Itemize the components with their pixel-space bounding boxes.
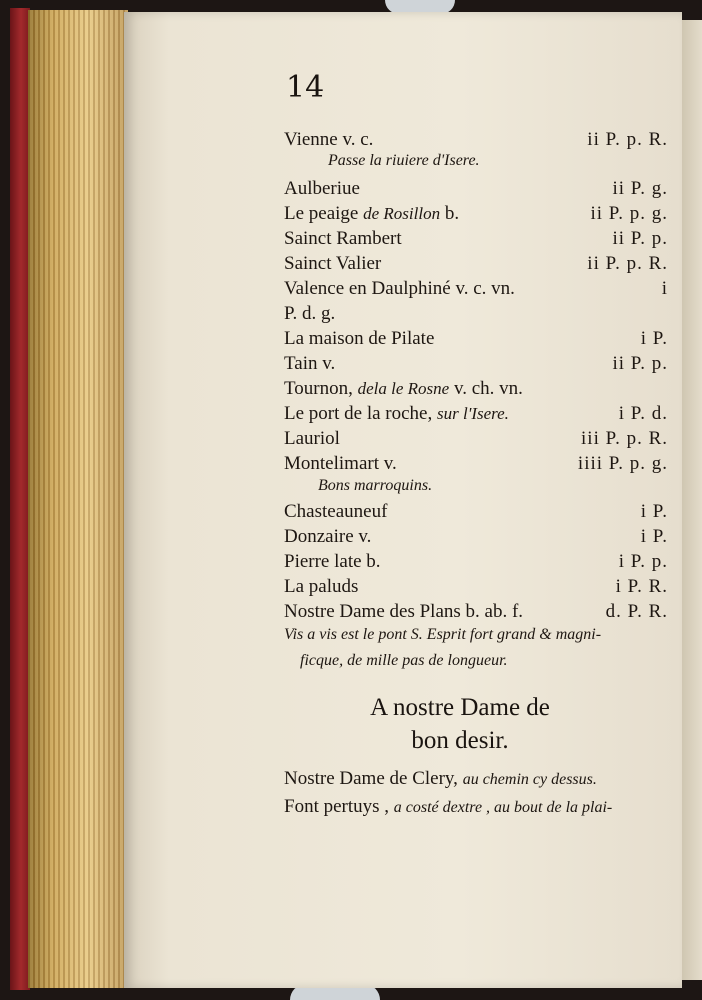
- note-bons: Bons marroquins.: [318, 477, 433, 494]
- list-item: [284, 176, 674, 201]
- place-name: Le peaige de Rosillon b.: [284, 203, 460, 224]
- place-name: La paluds: [284, 576, 359, 597]
- section-heading-line1: A nostre Dame de: [370, 694, 550, 721]
- list-item: [284, 127, 674, 152]
- place-name: Donzaire v.: [284, 526, 372, 547]
- place-name: Aulberiue: [284, 178, 360, 199]
- place-name: Sainct Rambert: [284, 228, 402, 249]
- place-marks: ii P. p.: [612, 353, 668, 374]
- place-name: P. d. g.: [284, 303, 336, 324]
- place-name: La maison de Pilate: [284, 328, 435, 349]
- list-item: [284, 549, 674, 574]
- place-marks: i P.: [640, 526, 668, 547]
- list-item: [284, 201, 674, 226]
- place-marks: ii P. p. R.: [587, 253, 668, 274]
- place-marks: i P. p.: [618, 551, 668, 572]
- list-item: [284, 451, 674, 476]
- section-heading-line2: bon desir.: [411, 727, 509, 754]
- place-name: Sainct Valier: [284, 253, 382, 274]
- place-name: Tain v.: [284, 353, 336, 374]
- place-marks: iiii P. p. g.: [577, 453, 668, 474]
- note-vis-line1: Vis a vis est le pont S. Esprit fort grand & magni-: [284, 626, 602, 643]
- list-item: [284, 401, 674, 426]
- place-name: Lauriol: [284, 428, 340, 449]
- note-passe: Passe la riuiere d'Isere.: [328, 152, 480, 169]
- place-marks: ii P. p.: [612, 228, 668, 249]
- list-item: [284, 251, 674, 276]
- place-marks: i: [661, 278, 668, 299]
- list-item: [284, 226, 674, 251]
- place-name: Valence en Daulphiné v. c. vn.: [284, 278, 515, 299]
- place-marks: ii P. p. g.: [590, 203, 668, 224]
- place-name: Montelimart v.: [284, 453, 397, 474]
- list-item: [284, 426, 674, 451]
- list-item: [284, 301, 674, 326]
- page-number: 14: [286, 70, 325, 105]
- final-line-1: Nostre Dame de Clery, au chemin cy dessus.: [284, 768, 597, 789]
- list-item: [284, 574, 674, 599]
- place-marks: iii P. p. R.: [581, 428, 668, 449]
- place-marks: d. P. R.: [605, 601, 668, 622]
- place-marks: ii P. p. R.: [587, 129, 668, 150]
- list-item: [284, 599, 674, 624]
- list-item: [284, 351, 674, 376]
- list-item: [284, 326, 674, 351]
- place-name: Vienne v. c.: [284, 129, 374, 150]
- place-name: Pierre late b.: [284, 551, 381, 572]
- place-marks: i P. d.: [618, 403, 668, 424]
- list-item: [284, 499, 674, 524]
- place-marks: ii P. g.: [612, 178, 668, 199]
- place-name: Nostre Dame des Plans b. ab. f.: [284, 601, 524, 622]
- place-name: Chasteauneuf: [284, 501, 388, 522]
- place-marks: i P.: [640, 501, 668, 522]
- list-item: [284, 376, 674, 401]
- final-line-2: Font pertuys , a costé dextre , au bout de la plai-: [284, 796, 613, 817]
- note-vis-line2: ficque, de mille pas de longueur.: [300, 652, 508, 669]
- place-name: Tournon, dela le Rosne v. ch. vn.: [284, 378, 523, 399]
- place-marks: i P.: [640, 328, 668, 349]
- place-name: Le port de la roche, sur l'Isere.: [284, 403, 509, 424]
- place-marks: i P. R.: [615, 576, 668, 597]
- list-item: [284, 276, 674, 301]
- list-item: [284, 524, 674, 549]
